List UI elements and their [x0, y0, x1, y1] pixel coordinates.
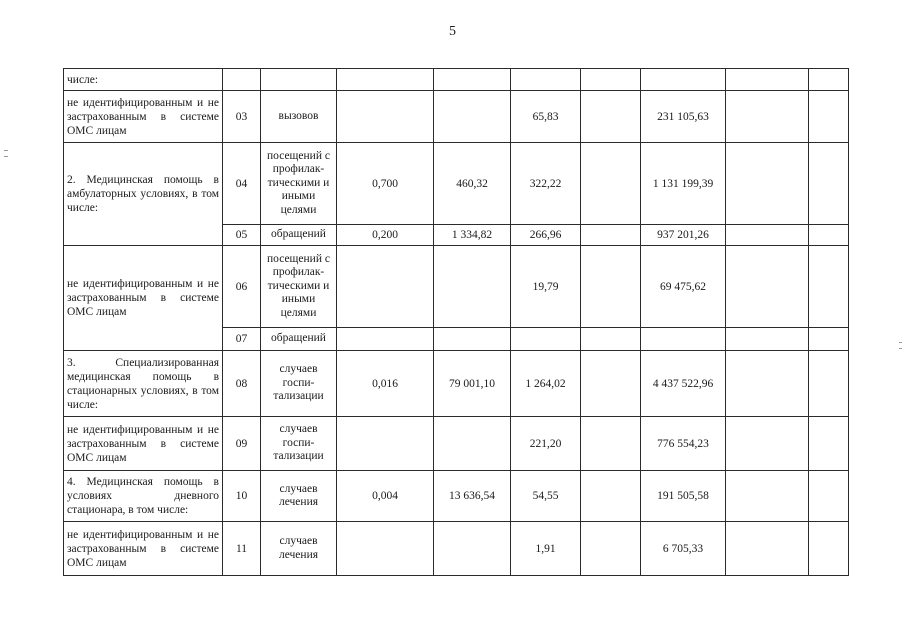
row-unit: посещений с профилак-тическими и иными целями [261, 143, 337, 225]
row-name: не идентифицированным и не застрахованным в системе ОМС лицам [64, 246, 223, 351]
table-row [64, 69, 849, 91]
empty-cell [809, 69, 849, 91]
row-norm: 0,004 [337, 471, 434, 522]
row-per-capita [511, 69, 581, 91]
row-cost [434, 417, 511, 471]
empty-cell [809, 417, 849, 471]
row-cost [434, 246, 511, 328]
row-code: 08 [223, 351, 261, 417]
row-total: 1 131 199,39 [641, 143, 726, 225]
row-code [223, 69, 261, 91]
empty-cell [809, 471, 849, 522]
row-name: 3. Специализированная медицинская помощь в стационарных условиях, в том числе: [64, 351, 223, 417]
empty-cell [726, 471, 809, 522]
row-unit: случаев госпи-тализации [261, 351, 337, 417]
empty-cell [581, 328, 641, 351]
row-total: 231 105,63 [641, 91, 726, 143]
row-code: 05 [223, 225, 261, 246]
row-name: 4. Медицинская помощь в условиях дневного стационара, в том числе: [64, 471, 223, 522]
row-per-capita: 65,83 [511, 91, 581, 143]
table-row [64, 471, 849, 522]
empty-cell [581, 351, 641, 417]
row-unit: случаев госпи-тализации [261, 417, 337, 471]
row-norm [337, 522, 434, 576]
row-code: 11 [223, 522, 261, 576]
empty-cell [581, 417, 641, 471]
row-unit: обращений [261, 225, 337, 246]
row-cost [434, 522, 511, 576]
empty-cell [726, 246, 809, 328]
empty-cell [809, 91, 849, 143]
empty-cell [726, 91, 809, 143]
row-total: 6 705,33 [641, 522, 726, 576]
empty-cell [726, 351, 809, 417]
row-cost [434, 69, 511, 91]
page-number: 5 [449, 24, 456, 39]
row-code: 07 [223, 328, 261, 351]
empty-cell [581, 143, 641, 225]
empty-cell [726, 522, 809, 576]
row-code: 09 [223, 417, 261, 471]
row-norm [337, 328, 434, 351]
row-norm [337, 417, 434, 471]
row-norm: 0,016 [337, 351, 434, 417]
row-total: 776 554,23 [641, 417, 726, 471]
row-per-capita: 221,20 [511, 417, 581, 471]
row-norm [337, 246, 434, 328]
row-cost: 1 334,82 [434, 225, 511, 246]
row-per-capita: 19,79 [511, 246, 581, 328]
row-per-capita: 266,96 [511, 225, 581, 246]
empty-cell [581, 69, 641, 91]
margin-mark [4, 150, 8, 151]
empty-cell [726, 417, 809, 471]
row-code: 06 [223, 246, 261, 328]
row-norm [337, 91, 434, 143]
row-total: 937 201,26 [641, 225, 726, 246]
margin-mark [899, 342, 902, 343]
row-unit: обращений [261, 328, 337, 351]
empty-cell [581, 91, 641, 143]
empty-cell [809, 143, 849, 225]
margin-mark [4, 156, 8, 157]
empty-cell [581, 225, 641, 246]
empty-cell [809, 328, 849, 351]
empty-cell [581, 471, 641, 522]
row-total: 191 505,58 [641, 471, 726, 522]
row-cost: 13 636,54 [434, 471, 511, 522]
row-cost [434, 91, 511, 143]
row-cost: 79 001,10 [434, 351, 511, 417]
row-norm [337, 69, 434, 91]
empty-cell [809, 522, 849, 576]
margin-mark [899, 348, 902, 349]
table-row [64, 143, 849, 225]
empty-cell [726, 143, 809, 225]
empty-cell [581, 522, 641, 576]
row-name: не идентифицированным и не застрахованным в системе ОМС лицам [64, 417, 223, 471]
row-cost [434, 328, 511, 351]
row-per-capita: 54,55 [511, 471, 581, 522]
table-row [64, 246, 849, 328]
row-norm: 0,700 [337, 143, 434, 225]
row-cost: 460,32 [434, 143, 511, 225]
row-name: 2. Медицинская помощь в амбулаторных условиях, в том числе: [64, 143, 223, 246]
empty-cell [809, 351, 849, 417]
row-total: 69 475,62 [641, 246, 726, 328]
row-unit: посещений с профилак-тическими и иными целями [261, 246, 337, 328]
row-name: не идентифицированным и не застрахованным в системе ОМС лицам [64, 91, 223, 143]
row-per-capita [511, 328, 581, 351]
row-unit: случаев лечения [261, 522, 337, 576]
empty-cell [809, 246, 849, 328]
row-unit: случаев лечения [261, 471, 337, 522]
row-total [641, 328, 726, 351]
empty-cell [809, 225, 849, 246]
row-per-capita: 1,91 [511, 522, 581, 576]
row-unit: вызовов [261, 91, 337, 143]
row-code: 10 [223, 471, 261, 522]
row-per-capita: 322,22 [511, 143, 581, 225]
data-table [63, 68, 849, 576]
empty-cell [581, 246, 641, 328]
row-name: числе: [64, 69, 223, 91]
table-row [64, 522, 849, 576]
empty-cell [726, 225, 809, 246]
row-per-capita: 1 264,02 [511, 351, 581, 417]
table-row [64, 417, 849, 471]
row-code: 03 [223, 91, 261, 143]
row-total [641, 69, 726, 91]
table-row [64, 91, 849, 143]
empty-cell [726, 69, 809, 91]
row-code: 04 [223, 143, 261, 225]
row-unit [261, 69, 337, 91]
row-name: не идентифицированным и не застрахованным в системе ОМС лицам [64, 522, 223, 576]
empty-cell [726, 328, 809, 351]
row-total: 4 437 522,96 [641, 351, 726, 417]
table-row [64, 351, 849, 417]
row-norm: 0,200 [337, 225, 434, 246]
